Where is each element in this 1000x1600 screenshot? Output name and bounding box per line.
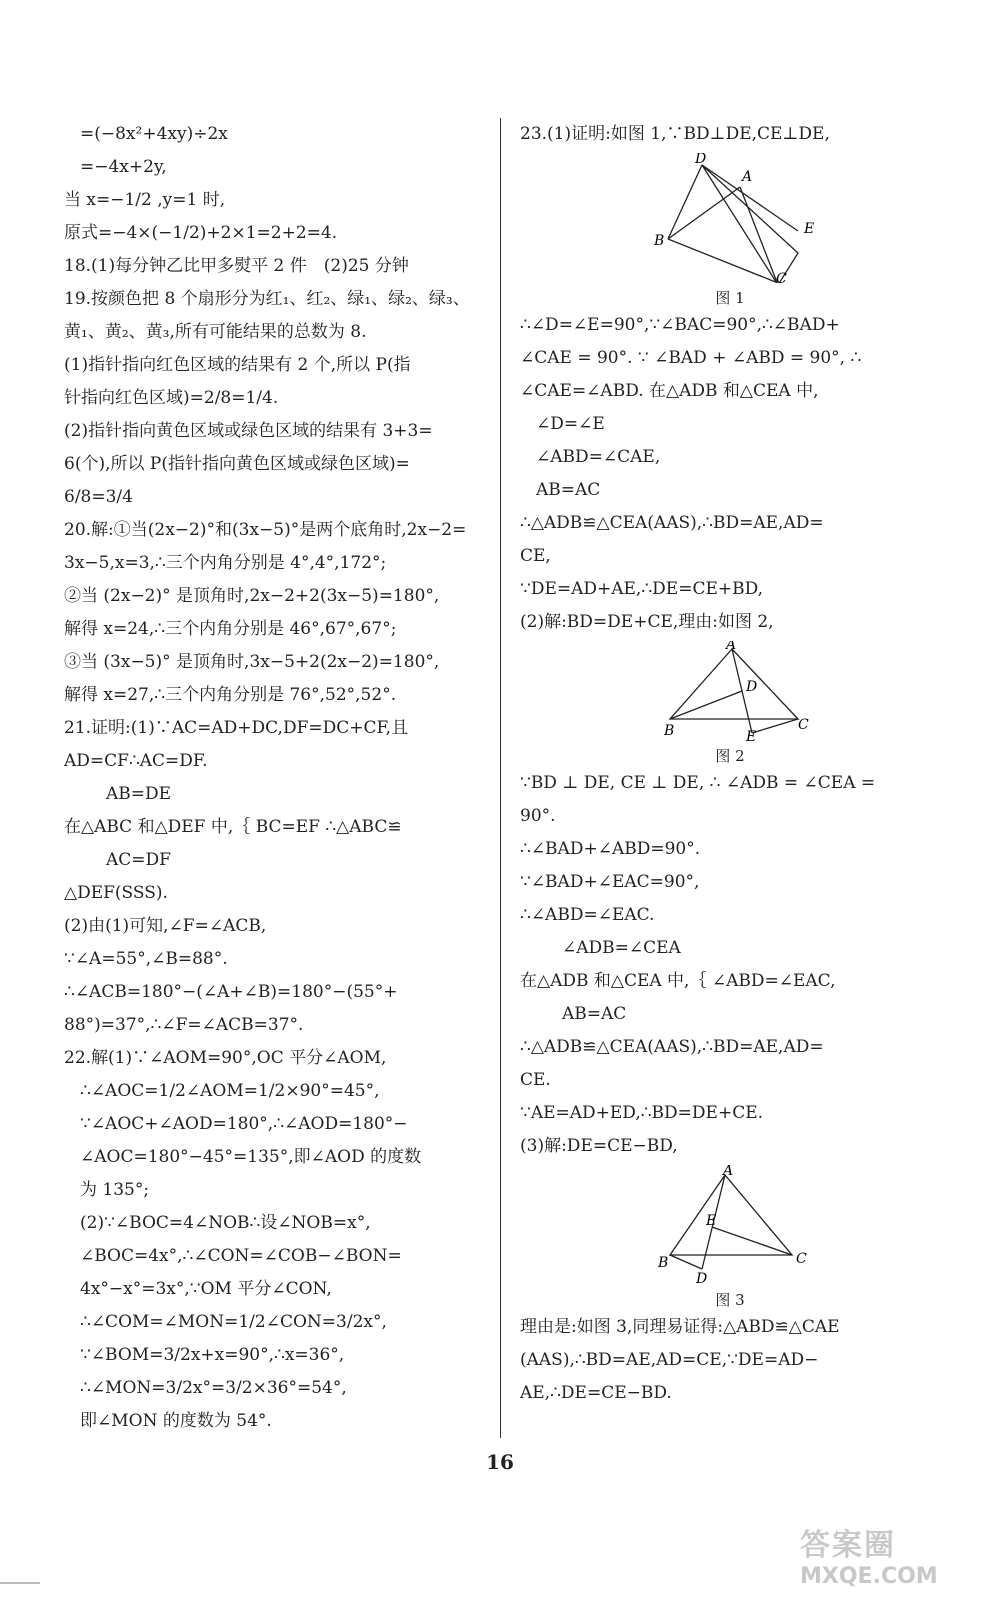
figure-2-diagram: [520, 641, 940, 741]
fig2-label-b: B: [664, 723, 675, 739]
text-line: 3x−5,x=3,∴三个内角分别是 4°,4°,172°;: [64, 553, 387, 573]
text-line: 22.解(1)∵∠AOM=90°,OC 平分∠AOM,: [64, 1048, 387, 1068]
fig2-label-c: C: [798, 717, 809, 733]
text-line: 6(个),所以 P(指针指向黄色区域或绿色区域)=: [64, 454, 410, 474]
figure-1: [520, 153, 940, 309]
watermark-url: MXQE.COM: [800, 1564, 938, 1589]
figure-1-caption: 图 1: [715, 289, 745, 307]
text-line: ∴△ADB≌△CEA(AAS),∴BD=AE,AD=: [520, 1037, 824, 1057]
fig1-label-e: E: [804, 221, 815, 237]
fig3-label-e: E: [706, 1213, 717, 1229]
text-line: AC=DF: [106, 850, 171, 870]
figure-3-diagram: [520, 1165, 940, 1285]
text-line: ∵DE=AD+AE,∴DE=CE+BD,: [520, 579, 764, 599]
figure-1-diagram: [520, 153, 940, 283]
column-divider: [500, 118, 501, 1438]
text-line: =(−8x²+4xy)÷2x: [80, 124, 228, 144]
text-line: (2)解:BD=DE+CE,理由:如图 2,: [520, 612, 774, 632]
fig2-label-a: A: [726, 641, 737, 653]
text-line: 黄₁、黄₂、黄₃,所有可能结果的总数为 8.: [64, 322, 367, 342]
text-line: ∠AOC=180°−45°=135°,即∠AOD 的度数: [80, 1147, 422, 1167]
text-line: ∴∠D=∠E=90°,∵∠BAC=90°,∴∠BAD+: [520, 315, 840, 335]
watermark-text: 答案圈: [800, 1528, 896, 1563]
text-line: AB=AC: [536, 480, 601, 500]
fig3-label-b: B: [658, 1255, 669, 1271]
text-line: 在△ADB 和△CEA 中,｛ ∠ABD=∠EAC,: [520, 971, 836, 991]
fig1-label-d: D: [695, 153, 707, 167]
text-line: 在△ABC 和△DEF 中,｛ BC=EF ∴△ABC≌: [64, 817, 402, 837]
text-line: ∠ADB=∠CEA: [562, 938, 681, 958]
fig1-label-c: C: [776, 271, 787, 283]
watermark: [800, 1520, 990, 1595]
text-line: ∴∠ACB=180°−(∠A+∠B)=180°−(55°+: [64, 982, 398, 1002]
text-line: ∠CAE=∠ABD. 在△ADB 和△CEA 中,: [520, 381, 819, 401]
text-line: 4x°−x°=3x°,∵OM 平分∠CON,: [80, 1279, 332, 1299]
text-line: CE.: [520, 1070, 551, 1090]
text-line: (2)由(1)可知,∠F=∠ACB,: [64, 916, 267, 936]
text-line: ∠D=∠E: [536, 414, 605, 434]
text-line: ②当 (2x−2)° 是顶角时,2x−2+2(3x−5)=180°,: [64, 586, 440, 606]
text-line: AE,∴DE=CE−BD.: [520, 1383, 672, 1403]
page-number: 16: [486, 1450, 514, 1474]
text-line: ∴∠AOC=1/2∠AOM=1/2×90°=45°,: [80, 1081, 380, 1101]
text-line: =−4x+2y,: [80, 157, 167, 177]
text-line: 针指向红色区域)=2/8=1/4.: [64, 388, 279, 408]
text-line: 21.证明:(1)∵AC=AD+DC,DF=DC+CF,且: [64, 718, 409, 738]
text-line: ∴∠MON=3/2x°=3/2×36°=54°,: [80, 1378, 347, 1398]
text-line: ∴∠ABD=∠EAC.: [520, 905, 655, 925]
text-line: ∠ABD=∠CAE,: [536, 447, 661, 467]
text-line: (1)指针指向红色区域的结果有 2 个,所以 P(指: [64, 355, 411, 375]
text-line: (2)∵∠BOC=4∠NOB∴设∠NOB=x°,: [80, 1213, 371, 1233]
text-line: 19.按颜色把 8 个扇形分为红₁、红₂、绿₁、绿₂、绿₃、: [64, 289, 470, 309]
figure-2-caption: 图 2: [715, 747, 745, 765]
text-line: (AAS),∴BD=AE,AD=CE,∵DE=AD−: [520, 1350, 819, 1370]
text-line: AB=AC: [562, 1004, 627, 1024]
text-line: 即∠MON 的度数为 54°.: [80, 1411, 272, 1431]
text-line: ∴∠BAD+∠ABD=90°.: [520, 839, 701, 859]
fig3-label-d: D: [696, 1271, 708, 1285]
text-line: ∵AE=AD+ED,∴BD=DE+CE.: [520, 1103, 764, 1123]
text-line: 18.(1)每分钟乙比甲多熨平 2 件 (2)25 分钟: [64, 256, 409, 276]
figure-2: [520, 641, 940, 767]
text-line: 解得 x=24,∴三个内角分别是 46°,67°,67°;: [64, 619, 397, 639]
text-line: 6/8=3/4: [64, 487, 133, 507]
figure-3: [520, 1165, 940, 1311]
text-line: ∵∠BOM=3/2x+x=90°,∴x=36°,: [80, 1345, 345, 1365]
figure-3-caption: 图 3: [715, 1291, 745, 1309]
text-line: ∠BOC=4x°,∴∠CON=∠COB−∠BON=: [80, 1246, 402, 1266]
left-column: [64, 118, 484, 1438]
text-line: ③当 (3x−5)° 是顶角时,3x−5+2(2x−2)=180°,: [64, 652, 440, 672]
text-line: 为 135°;: [80, 1180, 150, 1200]
text-line: ∵∠A=55°,∠B=88°.: [64, 949, 228, 969]
text-line: ∠CAE = 90°. ∵ ∠BAD + ∠ABD = 90°, ∴: [520, 348, 862, 368]
text-line: (2)指针指向黄色区域或绿色区域的结果有 3+3=: [64, 421, 433, 441]
text-line: AD=CF∴AC=DF.: [64, 751, 208, 771]
text-line: (3)解:DE=CE−BD,: [520, 1136, 678, 1156]
fig2-label-d: D: [746, 679, 758, 695]
fig1-label-a: A: [742, 169, 753, 185]
text-line: 理由是:如图 3,同理易证得:△ABD≌△CAE: [520, 1317, 840, 1337]
text-line: ∵BD ⊥ DE, CE ⊥ DE, ∴ ∠ADB = ∠CEA =: [520, 773, 876, 793]
text-line: 23.(1)证明:如图 1,∵BD⊥DE,CE⊥DE,: [520, 124, 830, 144]
text-line: 90°.: [520, 806, 556, 826]
text-line: 20.解:①当(2x−2)°和(3x−5)°是两个底角时,2x−2=: [64, 520, 467, 540]
text-line: ∴∠COM=∠MON=1/2∠CON=3/2x°,: [80, 1312, 387, 1332]
fig1-label-b: B: [654, 233, 665, 249]
fig3-label-a: A: [723, 1165, 734, 1179]
fig3-label-c: C: [796, 1251, 807, 1267]
fig2-label-e: E: [746, 729, 757, 741]
text-line: ∴△ADB≌△CEA(AAS),∴BD=AE,AD=: [520, 513, 824, 533]
text-line: △DEF(SSS).: [64, 883, 168, 903]
text-line: 88°)=37°,∴∠F=∠ACB=37°.: [64, 1015, 304, 1035]
footer-mark: [0, 1582, 40, 1584]
text-line: ∵∠BAD+∠EAC=90°,: [520, 872, 700, 892]
text-line: CE,: [520, 546, 551, 566]
text-line: 原式=−4×(−1/2)+2×1=2+2=4.: [64, 223, 338, 243]
text-line: 解得 x=27,∴三个内角分别是 76°,52°,52°.: [64, 685, 397, 705]
text-line: AB=DE: [106, 784, 172, 804]
right-column: [520, 118, 940, 1410]
text-line: 当 x=−1/2 ,y=1 时,: [64, 190, 226, 210]
text-line: ∵∠AOC+∠AOD=180°,∴∠AOD=180°−: [80, 1114, 408, 1134]
